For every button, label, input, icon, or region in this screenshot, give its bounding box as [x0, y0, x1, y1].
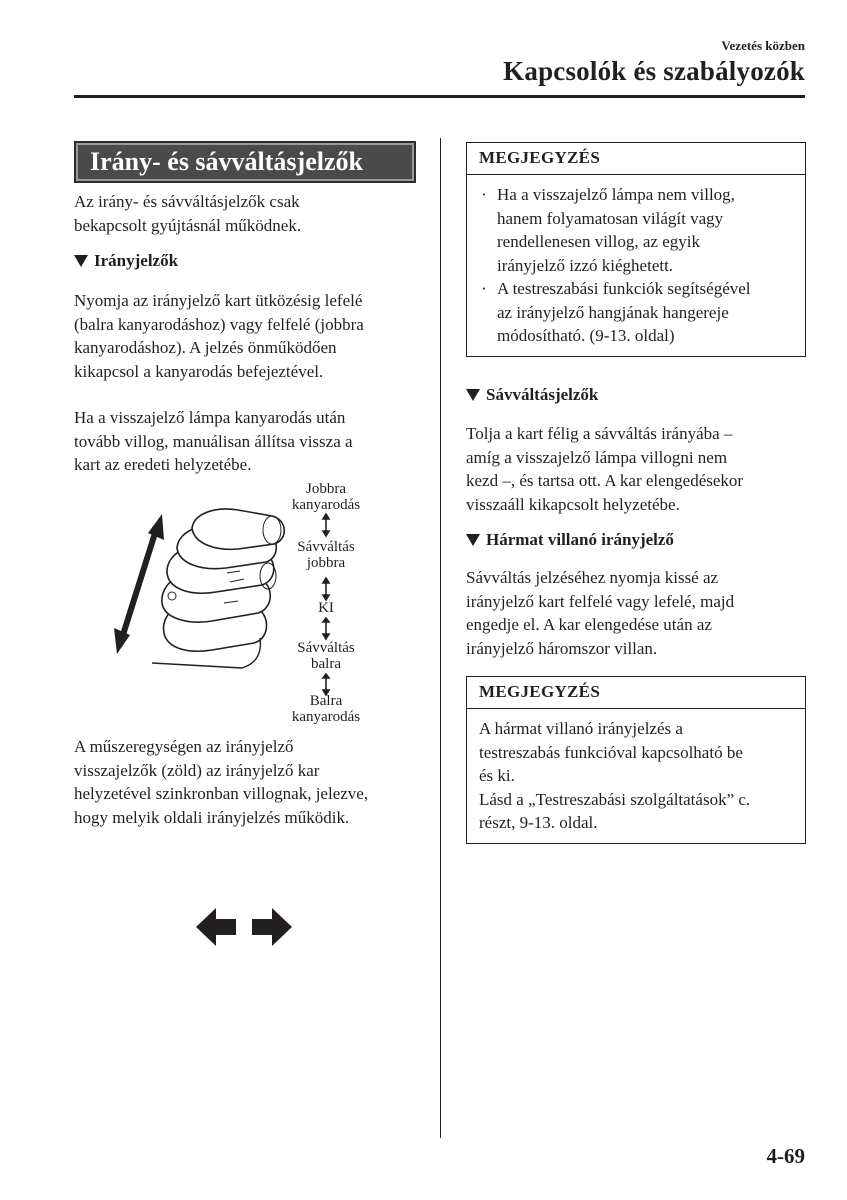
note-bullet: [479, 183, 793, 277]
subhead-turn-signals-text: Irányjelzők: [94, 251, 179, 270]
label-left-turn: Balra kanyarodás: [291, 693, 361, 725]
note-box-2: [466, 676, 806, 844]
note-text: A hármat villanó irányjelzés a testreszabás funkcióval kapcsolható be és ki. Lásd a „Testreszabási szolgáltatások” c. részt, 9-13. oldal.: [479, 719, 751, 832]
bullet-dot-icon: ·: [481, 185, 487, 204]
turn-signal-paragraph: Nyomja az irányjelző kart ütközésig lefelé (balra kanyarodáshoz) vagy felfelé (jobbra kanyarodáshoz). A jelzés önműködően kikapcsol a kanyarodás befejeztével.: [74, 291, 364, 381]
movement-double-arrow-icon: [114, 514, 164, 654]
intro-text: Az irány- és sávváltásjelzők csak bekapcsolt gyújtásnál működnek.: [74, 192, 302, 235]
subhead-turn-signals: [74, 250, 178, 272]
triangle-bullet-icon: [74, 255, 88, 267]
page-number: 4-69: [766, 1144, 805, 1168]
column-divider: [440, 138, 441, 1138]
triangle-bullet-icon: [466, 389, 480, 401]
note-heading: MEGJEGYZÉS: [467, 143, 805, 175]
note-bullet-text: A testreszabási funkciók segítségével az irányjelző hangjának hangereje módosítható. (9-13. oldal): [497, 279, 751, 345]
note-box-1: [466, 142, 806, 357]
indicator-paragraph: A műszeregységen az irányjelző visszajelzők (zöld) az irányjelző kar helyzetével szinkronban villognak, jelezve, hogy melyik oldali irányjelzés működik.: [74, 737, 369, 827]
section-title-text: Irány- és sávváltásjelzők: [90, 147, 363, 176]
lever-positions: [162, 509, 284, 651]
label-right-turn: Jobbra kanyarodás: [291, 481, 361, 513]
note-heading: MEGJEGYZÉS: [467, 677, 805, 709]
label-off: KI: [318, 600, 334, 616]
section-title: [74, 141, 416, 183]
page-title: Kapcsolók és szabályozók: [503, 56, 805, 86]
subhead-triple-flash-text: Hármat villanó irányjelző: [486, 530, 674, 549]
running-head: Vezetés közben: [721, 38, 805, 53]
bullet-dot-icon: ·: [481, 279, 487, 298]
note-bullet-text: Ha a visszajelző lámpa nem villog, hanem folyamatosan világít vagy rendellenesen villog, az egyik irányjelző izzó kiéghetett.: [497, 185, 735, 275]
subhead-lane-change-text: Sávváltásjelzők: [486, 385, 599, 404]
page-navigation: [196, 906, 294, 948]
previous-page-arrow-icon: [196, 908, 236, 946]
triangle-bullet-icon: [466, 534, 480, 546]
triple-flash-paragraph: Sávváltás jelzéséhez nyomja kissé az irányjelző kart felfelé vagy lefelé, majd engedje el. A kar elengedése után az irányjelző háromszor villan.: [466, 568, 735, 658]
subhead-lane-change: [466, 384, 598, 406]
next-page-arrow-icon: [252, 908, 292, 946]
label-lane-change-left: Sávváltás balra: [297, 640, 355, 672]
header-divider: [74, 95, 805, 98]
note-bullet: [479, 277, 793, 348]
reset-paragraph: Ha a visszajelző lámpa kanyarodás után tovább villog, manuálisan állítsa vissza a kart az eredeti helyzetébe.: [74, 408, 353, 474]
label-lane-change-right: Sávváltás jobbra: [297, 539, 355, 571]
lever-diagram: [112, 478, 412, 728]
subhead-triple-flash: [466, 529, 674, 551]
lane-change-paragraph: Tolja a kart félig a sávváltás irányába – amíg a visszajelző lámpa villogni nem kezd –, és tartsa ott. A kar elengedésekor visszaáll kikapcsolt helyzetébe.: [466, 424, 744, 514]
